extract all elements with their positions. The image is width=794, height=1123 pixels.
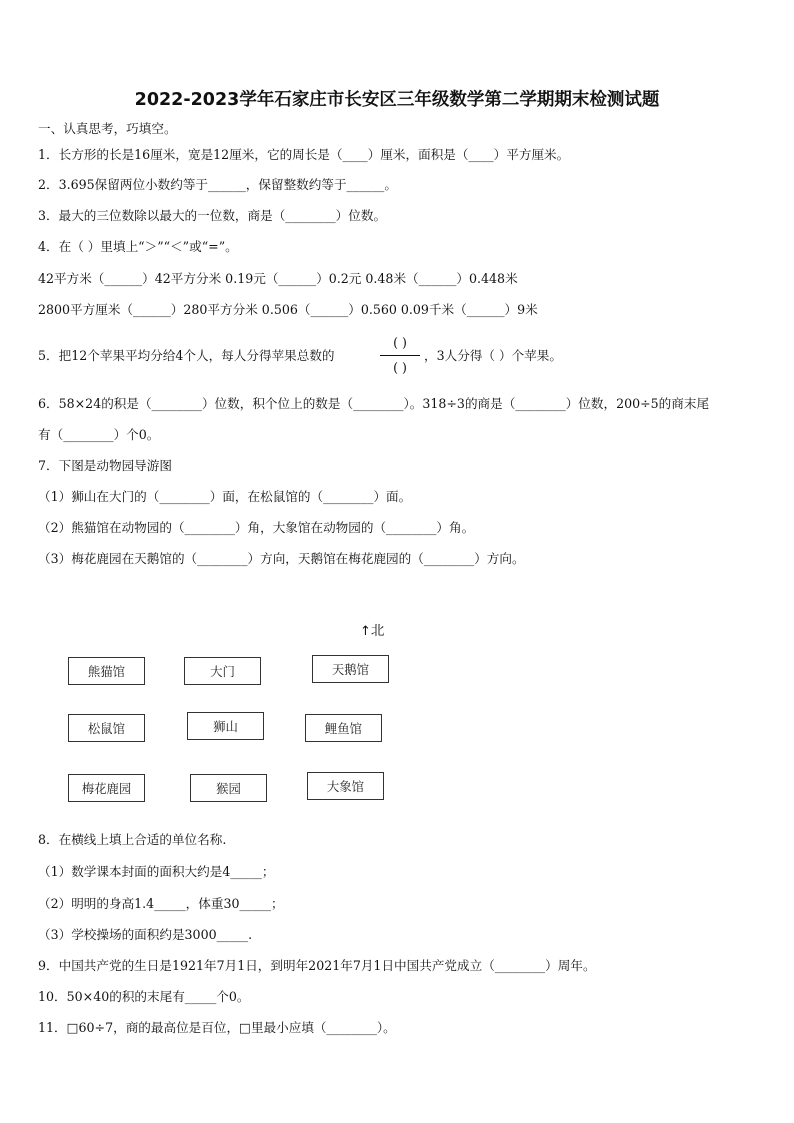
question-8-2: （2）明明的身高1.4_____，体重30_____；: [38, 896, 284, 911]
fraction-blank: [378, 333, 422, 379]
question-4-row-2: 2800平方厘米（______）280平方分米 0.506（______）0.560 0.09千米（______）9米: [38, 302, 538, 317]
question-2: 2．3.695保留两位小数约等于______，保留整数约等于______。: [38, 177, 397, 192]
question-7-3: （3）梅花鹿园在天鹅馆的（________）方向，天鹅馆在梅花鹿园的（________）方向。: [38, 551, 525, 566]
question-8: 8．在横线上填上合适的单位名称.: [38, 832, 227, 847]
question-5-before: 5．把12个苹果平均分给4个人，每人分得苹果总数的: [38, 348, 335, 363]
question-1: 1．长方形的长是16厘米，宽是12厘米，它的周长是（____）厘米，面积是（____）平方厘米。: [38, 147, 570, 162]
fraction-numerator: ( ): [393, 335, 407, 350]
question-8-3: （3）学校操场的面积约是3000_____.: [38, 927, 253, 942]
map-place-squirrel: 松鼠馆: [68, 714, 145, 742]
map-place-elephant: 大象馆: [307, 772, 384, 800]
fraction-denominator: ( ): [393, 360, 407, 375]
question-6-line-2: 有（________）个0。: [38, 427, 160, 442]
map-place-monkey: 猴园: [190, 774, 267, 802]
question-11: 11．□60÷7，商的最高位是百位，□里最小应填（________）。: [38, 1020, 396, 1035]
question-4: 4．在（ ）里填上“＞”“＜”或“=”。: [38, 239, 238, 254]
page-title: 2022-2023学年石家庄市长安区三年级数学第二学期期末检测试题: [134, 90, 660, 110]
map-place-carp: 鲤鱼馆: [305, 714, 382, 742]
question-4-row-1: 42平方米（______）42平方分米 0.19元（______）0.2元 0.48米（______）0.448米: [38, 271, 518, 286]
question-3: 3．最大的三位数除以最大的一位数，商是（________）位数。: [38, 208, 387, 223]
question-5-after: ，3人分得（ ）个苹果。: [424, 348, 562, 363]
map-place-gate: 大门: [184, 657, 261, 685]
question-10: 10．50×40的积的末尾有_____个0。: [38, 989, 250, 1004]
section-heading: 一、认真思考，巧填空。: [38, 121, 177, 136]
question-6-line-1: 6．58×24的积是（________）位数，积个位上的数是（________）。318÷3的商是（________）位数，200÷5的商末尾: [38, 396, 710, 411]
question-9: 9．中国共产党的生日是1921年7月1日，到明年2021年7月1日中国共产党成立（________）周年。: [38, 958, 596, 973]
question-7-1: （1）狮山在大门的（________）面，在松鼠馆的（________）面。: [38, 489, 412, 504]
map-place-deer: 梅花鹿园: [68, 774, 145, 802]
question-7-2: （2）熊猫馆在动物园的（________）角，大象馆在动物园的（________）角。: [38, 520, 475, 535]
map-place-lion-hill: 狮山: [187, 712, 264, 740]
north-arrow-icon: ↑: [360, 624, 371, 639]
map-place-swan: 天鹅馆: [312, 655, 389, 683]
fraction-bar: [380, 355, 420, 356]
question-7: 7．下图是动物园导游图: [38, 458, 172, 473]
north-indicator: [360, 619, 384, 639]
question-8-1: （1）数学课本封面的面积大约是4_____；: [38, 864, 275, 879]
north-label: 北: [370, 623, 385, 639]
map-place-panda: 熊猫馆: [68, 657, 145, 685]
